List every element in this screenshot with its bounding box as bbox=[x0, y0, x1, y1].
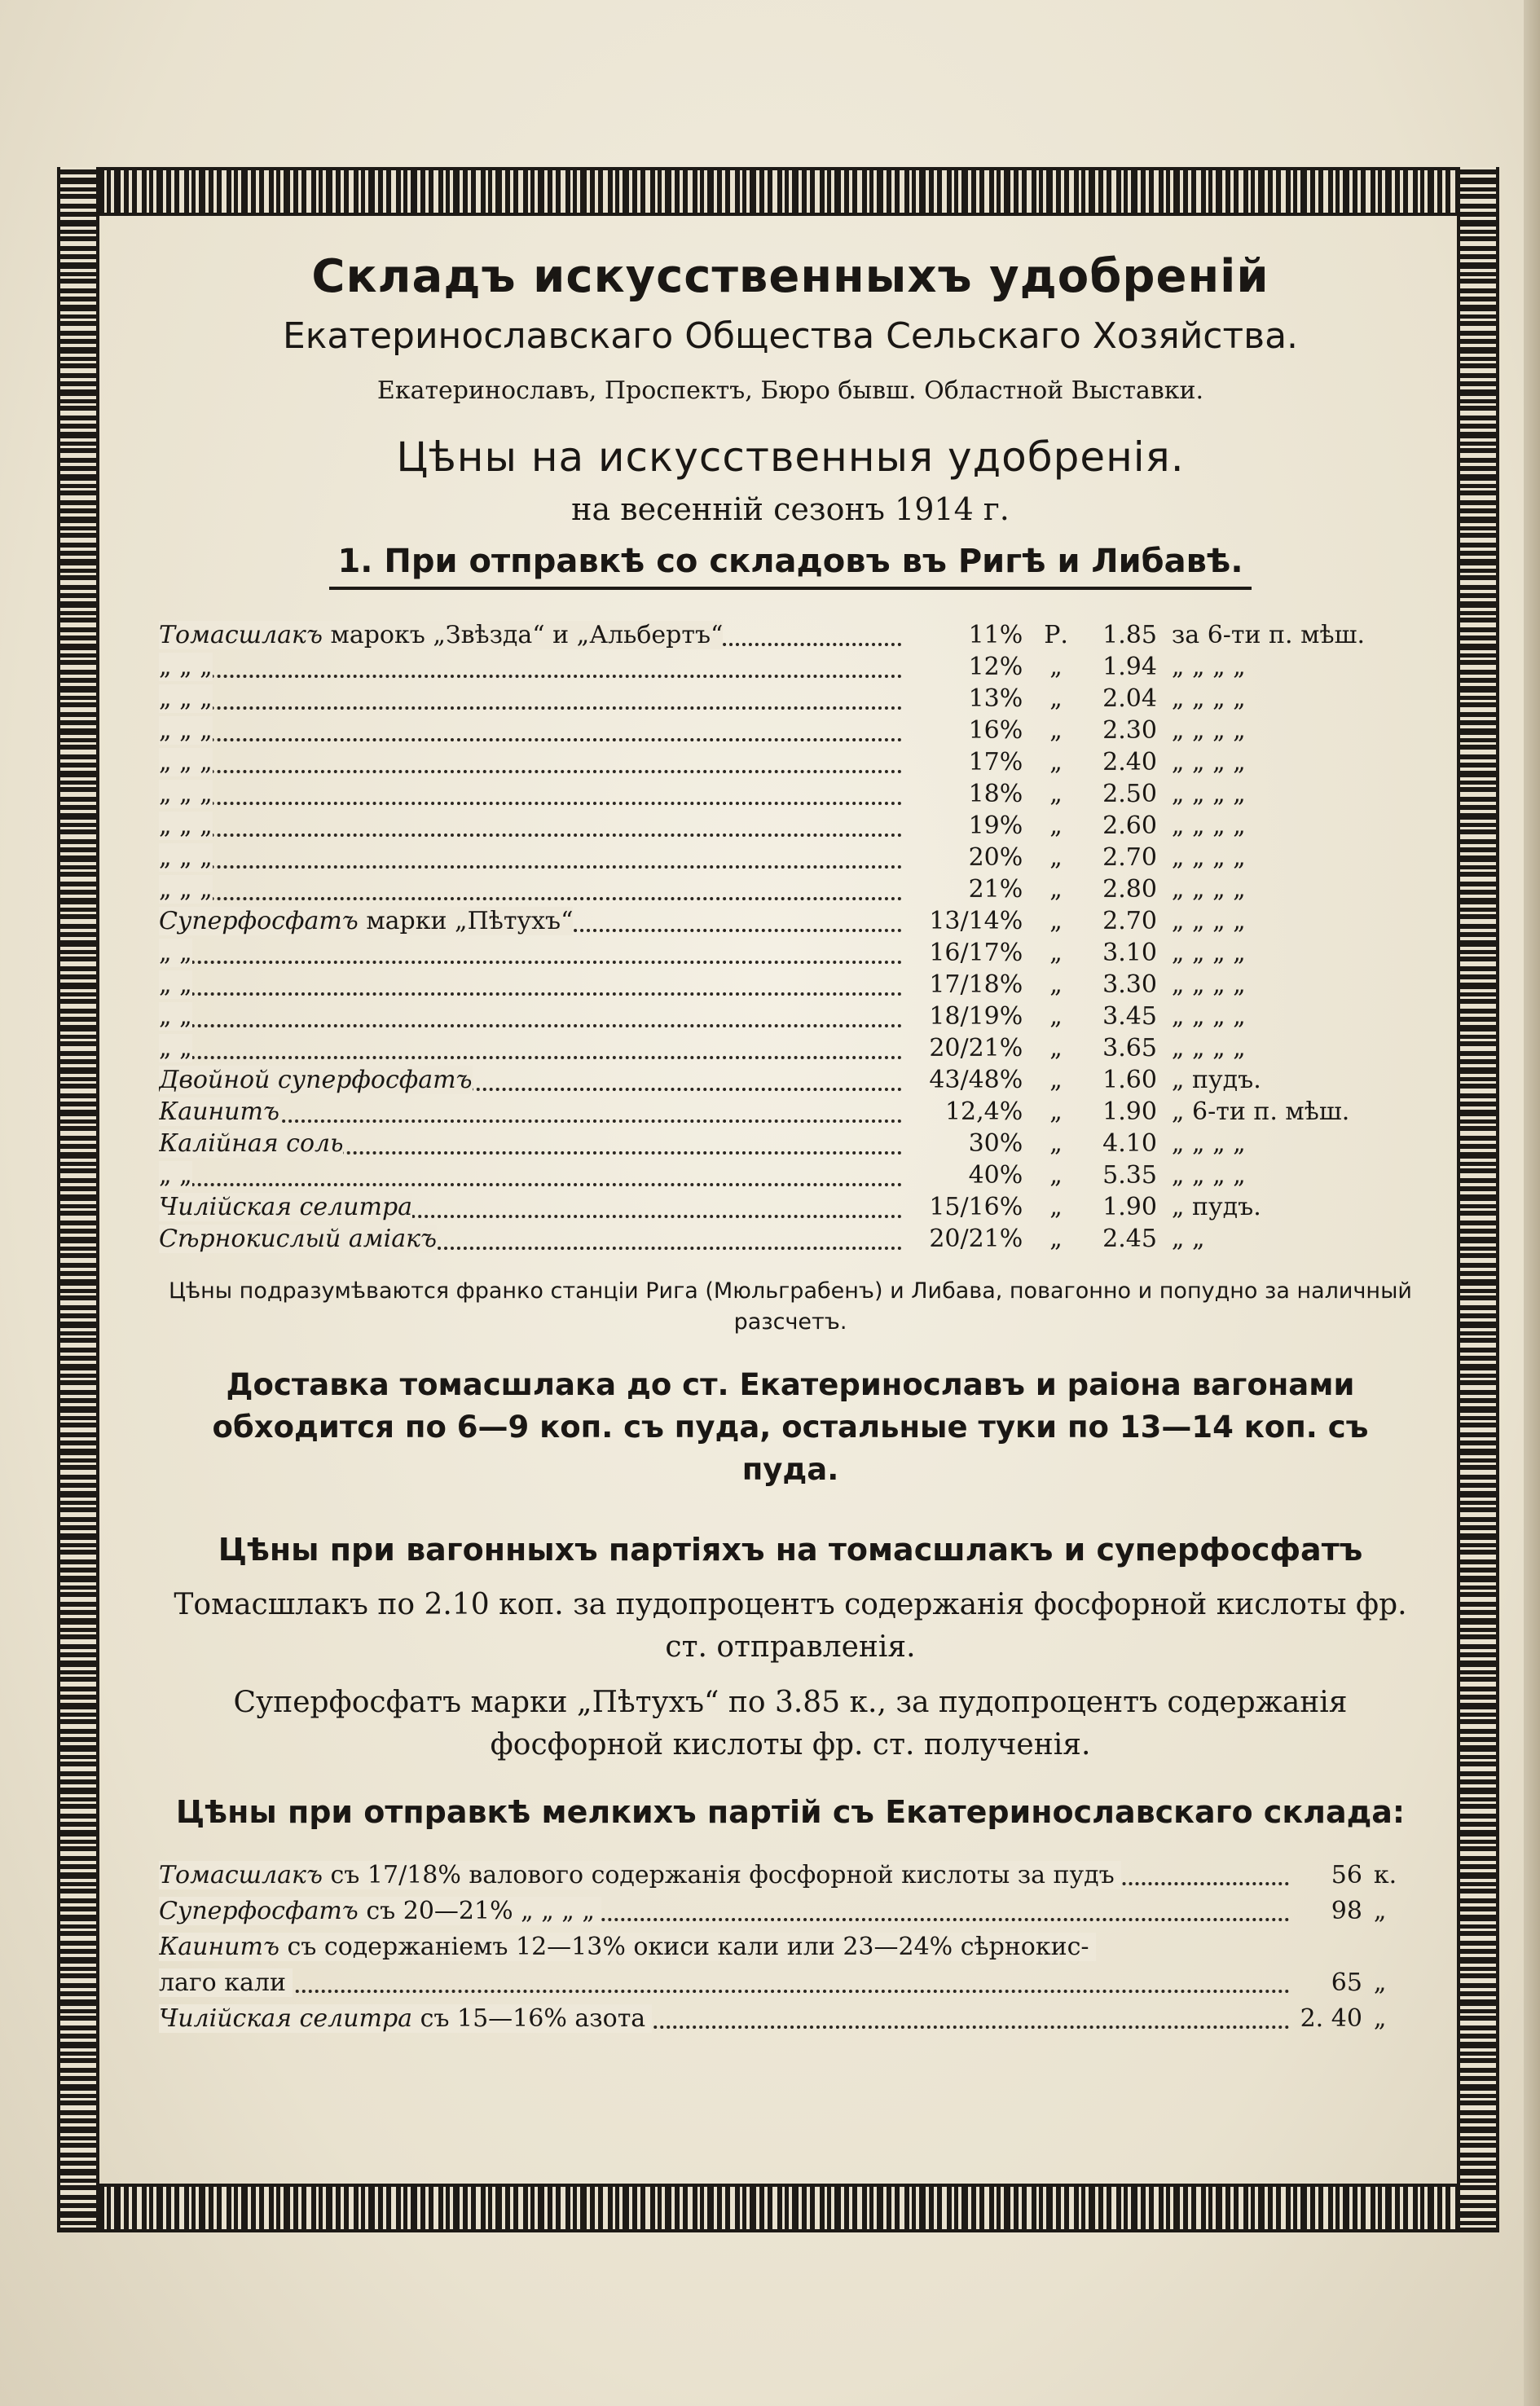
product-name-text bbox=[159, 1159, 902, 1191]
small-lot-row bbox=[159, 1929, 1422, 1965]
price-row bbox=[159, 1191, 1430, 1223]
price-row bbox=[159, 778, 1430, 810]
price-amount: 1.90 bbox=[1102, 1193, 1157, 1221]
currency-mark: „ bbox=[1049, 970, 1063, 999]
product-label bbox=[159, 970, 192, 999]
small-lot-text bbox=[159, 1965, 1290, 2001]
product-grade: „ „ bbox=[159, 970, 192, 999]
product-name-cell bbox=[159, 746, 902, 778]
product-description: съ 20—21% „ „ „ „ bbox=[358, 1897, 595, 1925]
price-row bbox=[159, 810, 1430, 842]
price-unit: „ „ „ „ bbox=[1171, 907, 1246, 935]
content-percent: 30% bbox=[968, 1129, 1023, 1158]
product-label bbox=[159, 621, 723, 649]
small-lot-price bbox=[1290, 1929, 1362, 1965]
product-grade: „ „ „ bbox=[159, 653, 213, 681]
product-name-cell bbox=[159, 1096, 902, 1128]
currency-mark: „ bbox=[1049, 939, 1063, 967]
product-name-text bbox=[159, 937, 902, 969]
price-amount: 2.70 bbox=[1102, 843, 1157, 872]
content-percent: 18/19% bbox=[929, 1002, 1023, 1031]
price-unit: „ „ „ „ bbox=[1171, 939, 1246, 967]
price-amount: 3.45 bbox=[1102, 1002, 1157, 1031]
product-label bbox=[159, 843, 213, 872]
currency-mark: „ bbox=[1049, 653, 1063, 681]
price-unit: „ „ „ „ bbox=[1171, 748, 1246, 776]
price-amount: 2.45 bbox=[1102, 1225, 1157, 1253]
warehouse-title: Складъ искусственныхъ удобреній bbox=[311, 250, 1269, 303]
product-label bbox=[159, 748, 213, 776]
price-row bbox=[159, 905, 1430, 937]
product-label bbox=[159, 1129, 343, 1158]
small-lot-text bbox=[159, 1858, 1290, 1894]
content-percent: 21% bbox=[968, 875, 1023, 904]
section-1-title: 1. При отправкѣ со складовъ въ Ригѣ и Либавѣ. bbox=[329, 536, 1251, 590]
price-amount: 1.94 bbox=[1102, 653, 1157, 681]
content-percent: 17% bbox=[968, 748, 1023, 776]
delivery-note: Доставка томасшлака до ст. Екатеринославъ и раіона вагонами обходится по 6—9 коп. съ пуда, остальные туки по 13—14 коп. съ пуда. bbox=[212, 1367, 1369, 1487]
product-label bbox=[159, 1225, 437, 1253]
product-name-text bbox=[159, 778, 902, 810]
price-unit: „ „ „ „ bbox=[1171, 875, 1246, 904]
price-unit: „ 6-ти п. мѣш. bbox=[1171, 1097, 1350, 1126]
price-unit: „ „ „ „ bbox=[1171, 716, 1246, 745]
product-name: Калійная соль bbox=[159, 1129, 344, 1158]
season-line: на весенній сезонъ 1914 г. bbox=[571, 491, 1010, 527]
wagon-price-superphosphate: Суперфосфатъ марки „Пѣтухъ“ по 3.85 к., за пудопроцентъ содержанія фосфорной кислоты фр. ст. полученія. bbox=[233, 1686, 1348, 1762]
price-row bbox=[159, 715, 1430, 746]
product-name: Каинитъ bbox=[159, 1097, 279, 1126]
product-name-text bbox=[159, 969, 902, 1001]
small-lot-price: 2. 40 bbox=[1300, 2004, 1362, 2033]
content-percent: 15/16% bbox=[929, 1193, 1023, 1221]
product-name: Сѣрнокислый аміакъ bbox=[159, 1225, 438, 1253]
product-name-text bbox=[159, 1096, 902, 1128]
content-percent: 16/17% bbox=[929, 939, 1023, 967]
price-unit: „ „ „ „ bbox=[1171, 653, 1246, 681]
product-grade: марки „Пѣтухъ“ bbox=[358, 907, 574, 935]
currency-mark: „ bbox=[1049, 812, 1063, 840]
product-name: Двойной суперфосфатъ bbox=[159, 1066, 473, 1094]
product-name-cell bbox=[159, 1001, 902, 1032]
price-unit: „ пудъ. bbox=[1171, 1193, 1261, 1221]
small-lot-name-cell bbox=[159, 1965, 1290, 2001]
product-description: съ 15—16% азота bbox=[412, 2004, 646, 2033]
small-lot-name-cell bbox=[159, 1858, 1290, 1894]
product-name-text bbox=[159, 1001, 902, 1032]
product-name-text bbox=[159, 683, 902, 715]
product-grade: „ „ bbox=[159, 1002, 192, 1031]
product-name-cell bbox=[159, 842, 902, 873]
small-lot-name-cell bbox=[159, 1929, 1290, 1965]
price-amount: 3.65 bbox=[1102, 1034, 1157, 1062]
content-percent: 43/48% bbox=[929, 1066, 1023, 1094]
small-lot-unit: „ bbox=[1373, 2004, 1387, 2033]
price-amount: 2.70 bbox=[1102, 907, 1157, 935]
price-row bbox=[159, 683, 1430, 715]
product-name-cell bbox=[159, 1032, 902, 1064]
content-percent: 13% bbox=[968, 684, 1023, 713]
product-name-cell bbox=[159, 937, 902, 969]
product-grade: „ „ „ bbox=[159, 875, 213, 904]
price-amount: 2.80 bbox=[1102, 875, 1157, 904]
price-amount: 2.60 bbox=[1102, 812, 1157, 840]
price-amount: 3.10 bbox=[1102, 939, 1157, 967]
price-amount: 2.40 bbox=[1102, 748, 1157, 776]
product-name-cell bbox=[159, 905, 902, 937]
small-lot-unit bbox=[1362, 1929, 1422, 1965]
price-unit: „ „ „ „ bbox=[1171, 1161, 1246, 1190]
small-lot-label bbox=[159, 1968, 293, 1997]
product-name-cell bbox=[159, 873, 902, 905]
product-label bbox=[159, 875, 213, 904]
product-grade: „ „ bbox=[159, 1161, 192, 1190]
small-lot-label bbox=[159, 2004, 652, 2033]
price-row bbox=[159, 651, 1430, 683]
document-content bbox=[159, 244, 1422, 2037]
content-percent: 16% bbox=[968, 716, 1023, 745]
product-name-text bbox=[159, 651, 902, 683]
price-row bbox=[159, 619, 1430, 651]
small-lot-row bbox=[159, 1894, 1422, 1929]
small-lot-list bbox=[159, 1858, 1422, 2037]
currency-mark: „ bbox=[1049, 780, 1063, 808]
product-grade: „ „ „ bbox=[159, 812, 213, 840]
price-unit: „ „ „ „ bbox=[1171, 684, 1246, 713]
small-lot-row bbox=[159, 1965, 1422, 2001]
product-grade: „ „ „ bbox=[159, 684, 213, 713]
content-percent: 11% bbox=[968, 621, 1023, 649]
product-name-cell bbox=[159, 619, 902, 651]
product-label bbox=[159, 1002, 192, 1031]
product-name: Суперфосфатъ bbox=[159, 1897, 359, 1925]
small-lot-label bbox=[159, 1897, 601, 1925]
currency-mark: „ bbox=[1049, 907, 1063, 935]
product-name-cell bbox=[159, 778, 902, 810]
content-percent: 20% bbox=[968, 843, 1023, 872]
product-label bbox=[159, 1097, 279, 1126]
product-grade: „ „ bbox=[159, 939, 192, 967]
small-lot-text bbox=[159, 2001, 1290, 2037]
small-lot-price: 56 bbox=[1331, 1861, 1362, 1889]
currency-mark: „ bbox=[1049, 684, 1063, 713]
price-unit: „ „ „ „ bbox=[1171, 843, 1246, 872]
price-row bbox=[159, 873, 1430, 905]
small-lot-unit: „ bbox=[1373, 1968, 1387, 1997]
currency-mark: „ bbox=[1049, 1193, 1063, 1221]
product-description: съ содержаніемъ 12—13% окиси кали или 23—24% сѣрнокис- bbox=[279, 1933, 1089, 1961]
product-name-cell bbox=[159, 1223, 902, 1255]
wagon-prices-title: Цѣны при вагонныхъ партіяхъ на томасшлакъ и суперфосфатъ bbox=[218, 1532, 1363, 1568]
product-name: Чилійская селитра bbox=[159, 2004, 413, 2033]
currency-mark: „ bbox=[1049, 1225, 1063, 1253]
content-percent: 18% bbox=[968, 780, 1023, 808]
product-name: Каинитъ bbox=[159, 1933, 279, 1961]
currency-mark: „ bbox=[1049, 1034, 1063, 1062]
product-grade: марокъ „Звѣзда“ и „Альбертъ“ bbox=[322, 621, 724, 649]
product-name-text bbox=[159, 746, 902, 778]
product-name-cell bbox=[159, 683, 902, 715]
product-name-text bbox=[159, 1064, 902, 1096]
product-name-text bbox=[159, 1223, 902, 1255]
product-name-text bbox=[159, 873, 902, 905]
product-name-cell bbox=[159, 651, 902, 683]
price-amount: 4.10 bbox=[1102, 1129, 1157, 1158]
product-description: лаго кали bbox=[159, 1968, 286, 1997]
currency-mark: „ bbox=[1049, 1066, 1063, 1094]
product-name: Суперфосфатъ bbox=[159, 907, 359, 935]
price-unit: „ „ „ „ bbox=[1171, 1034, 1246, 1062]
currency-mark: „ bbox=[1049, 875, 1063, 904]
price-row bbox=[159, 1096, 1430, 1128]
small-lot-unit: „ bbox=[1373, 1897, 1387, 1925]
product-name-cell bbox=[159, 1191, 902, 1223]
price-row bbox=[159, 1064, 1430, 1096]
frame-border-right bbox=[1457, 167, 1499, 2232]
price-row bbox=[159, 1223, 1430, 1255]
price-unit: „ „ bbox=[1171, 1225, 1205, 1253]
small-lot-name-cell bbox=[159, 2001, 1290, 2037]
small-lot-text bbox=[159, 1929, 1290, 1965]
product-name-cell bbox=[159, 1064, 902, 1096]
price-unit: „ „ „ „ bbox=[1171, 812, 1246, 840]
ornamental-frame bbox=[57, 167, 1499, 2232]
price-row bbox=[159, 1032, 1430, 1064]
small-lot-price: 65 bbox=[1331, 1968, 1362, 1997]
small-lot-text bbox=[159, 1894, 1290, 1929]
currency-mark: „ bbox=[1049, 1129, 1063, 1158]
price-row bbox=[159, 937, 1430, 969]
price-amount: 1.60 bbox=[1102, 1066, 1157, 1094]
price-unit: „ пудъ. bbox=[1171, 1066, 1261, 1094]
product-name-text bbox=[159, 619, 902, 651]
product-grade: „ „ bbox=[159, 1034, 192, 1062]
price-row bbox=[159, 746, 1430, 778]
small-lot-price: 98 bbox=[1331, 1897, 1362, 1925]
content-percent: 19% bbox=[968, 812, 1023, 840]
product-name-cell bbox=[159, 1128, 902, 1159]
product-description: съ 17/18% валового содержанія фосфорной кислоты за пудъ bbox=[322, 1861, 1115, 1889]
product-name-text bbox=[159, 1191, 902, 1223]
content-percent: 13/14% bbox=[929, 907, 1023, 935]
product-name-cell bbox=[159, 1159, 902, 1191]
product-name-text bbox=[159, 1128, 902, 1159]
product-label bbox=[159, 684, 213, 713]
product-name: Томасшлакъ bbox=[159, 621, 323, 649]
header bbox=[159, 244, 1422, 530]
content-percent: 20/21% bbox=[929, 1225, 1023, 1253]
currency-mark: „ bbox=[1049, 748, 1063, 776]
product-label bbox=[159, 1066, 473, 1094]
society-name: Екатеринославскаго Общества Сельскаго Хозяйства. bbox=[282, 315, 1299, 357]
frame-border-left bbox=[57, 167, 99, 2232]
price-row bbox=[159, 1128, 1430, 1159]
price-amount: 2.04 bbox=[1102, 684, 1157, 713]
address-line: Екатеринославъ, Проспектъ, Бюро бывш. Областной Выставки. bbox=[376, 376, 1204, 405]
currency-mark: „ bbox=[1049, 1097, 1063, 1126]
small-lot-label bbox=[159, 1861, 1121, 1889]
frame-border-top bbox=[57, 167, 1499, 216]
product-label bbox=[159, 716, 213, 745]
price-amount: 2.50 bbox=[1102, 780, 1157, 808]
content-percent: 40% bbox=[968, 1161, 1023, 1190]
product-name-text bbox=[159, 842, 902, 873]
wagon-price-thomas-slag: Томасшлакъ по 2.10 коп. за пудопроцентъ содержанія фосфорной кислоты фр. ст. отправленія. bbox=[174, 1588, 1407, 1664]
price-unit: „ „ „ „ bbox=[1171, 1129, 1246, 1158]
product-grade: „ „ „ bbox=[159, 716, 213, 745]
product-name: Томасшлакъ bbox=[159, 1861, 323, 1889]
currency-mark: Р. bbox=[1044, 621, 1068, 649]
small-lot-row bbox=[159, 2001, 1422, 2037]
price-amount: 1.90 bbox=[1102, 1097, 1157, 1126]
prices-title: Цѣны на искусственныя удобренія. bbox=[396, 433, 1185, 481]
price-row bbox=[159, 1159, 1430, 1191]
price-unit: „ „ „ „ bbox=[1171, 1002, 1246, 1031]
product-name-text bbox=[159, 715, 902, 746]
product-label bbox=[159, 653, 213, 681]
price-note: Цѣны подразумѣваются франко станціи Рига (Мюльграбенъ) и Либава, повагонно и попудно за наличный разсчетъ. bbox=[169, 1278, 1412, 1335]
product-name-cell bbox=[159, 810, 902, 842]
currency-mark: „ bbox=[1049, 1002, 1063, 1031]
price-unit: „ „ „ „ bbox=[1171, 780, 1246, 808]
product-label bbox=[159, 1161, 192, 1190]
price-unit: „ „ „ „ bbox=[1171, 970, 1246, 999]
product-name-text bbox=[159, 810, 902, 842]
small-lot-label bbox=[159, 1933, 1096, 1961]
frame-border-bottom bbox=[57, 2184, 1499, 2232]
price-table bbox=[159, 619, 1430, 1255]
currency-mark: „ bbox=[1049, 716, 1063, 745]
price-row bbox=[159, 1001, 1430, 1032]
price-amount: 3.30 bbox=[1102, 970, 1157, 999]
small-lot-row bbox=[159, 1858, 1422, 1894]
currency-mark: „ bbox=[1049, 1161, 1063, 1190]
product-name: Чилійская селитра bbox=[159, 1193, 413, 1221]
price-row bbox=[159, 969, 1430, 1001]
content-percent: 12% bbox=[968, 653, 1023, 681]
product-name-cell bbox=[159, 715, 902, 746]
product-grade: „ „ „ bbox=[159, 780, 213, 808]
content-percent: 12,4% bbox=[944, 1097, 1023, 1126]
content-percent: 20/21% bbox=[929, 1034, 1023, 1062]
product-label bbox=[159, 1034, 192, 1062]
product-label bbox=[159, 812, 213, 840]
product-name-text bbox=[159, 905, 902, 937]
product-grade: „ „ „ bbox=[159, 748, 213, 776]
page-edge-shadow bbox=[1524, 0, 1540, 2406]
price-amount: 5.35 bbox=[1102, 1161, 1157, 1190]
price-amount: 2.30 bbox=[1102, 716, 1157, 745]
product-label bbox=[159, 780, 213, 808]
price-row bbox=[159, 842, 1430, 873]
price-amount: 1.85 bbox=[1102, 621, 1157, 649]
small-lot-title: Цѣны при отправкѣ мелкихъ партій съ Екатеринославскаго склада: bbox=[175, 1794, 1406, 1830]
currency-mark: „ bbox=[1049, 843, 1063, 872]
product-grade: „ „ „ bbox=[159, 843, 213, 872]
product-label bbox=[159, 1193, 412, 1221]
product-name-text bbox=[159, 1032, 902, 1064]
product-label bbox=[159, 907, 573, 935]
content-percent: 17/18% bbox=[929, 970, 1023, 999]
product-name-cell bbox=[159, 969, 902, 1001]
price-unit: за 6-ти п. мѣш. bbox=[1171, 621, 1365, 649]
small-lot-unit: к. bbox=[1373, 1861, 1397, 1889]
small-lot-name-cell bbox=[159, 1894, 1290, 1929]
product-label bbox=[159, 939, 192, 967]
